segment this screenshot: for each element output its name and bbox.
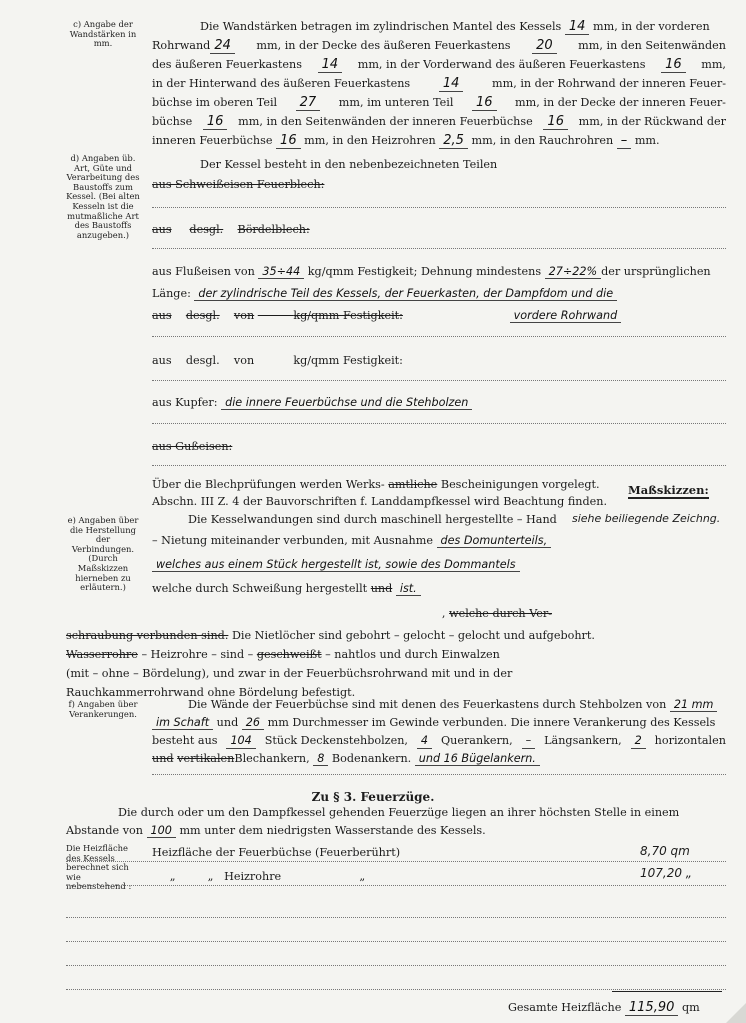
joints-line-1: Die Kesselwandungen sind durch maschinell hergestellte – Hand xyxy=(188,513,557,526)
hw-value: ist. xyxy=(396,582,421,596)
dotted-rule xyxy=(152,423,726,424)
material-line-8: aus Gußeisen: xyxy=(152,440,233,453)
side-label-material: d) Angaben üb. Art, Güte und Verarbeitung des Baustoffs zum Kessel. (Bei alten Kesseln ist die mutmaßliche Art des Baustoffs anzugeben.) xyxy=(66,153,140,240)
material-line-2: aus desgl. Bördelblech: xyxy=(152,223,310,236)
hw-value: 2,5 xyxy=(439,133,468,149)
wall-line-5: büchse im oberen Teil 27 mm, im unteren Teil 16 mm, in der Decke der inneren Feuer- xyxy=(152,95,726,110)
sketch-heading: Maßskizzen: xyxy=(628,483,709,497)
material-line-6: aus desgl. von kg/qmm Festigkeit: xyxy=(152,354,403,367)
hw-value: im Schaft xyxy=(152,716,213,730)
total-heating-surface: Gesamte Heizfläche 115,90 qm xyxy=(508,1000,700,1015)
dotted-rule xyxy=(152,207,726,208)
hw-value: 14 xyxy=(318,58,343,73)
joints-line-7: Wasserrohre – Heizrohre – sind – geschweißt – nahtlos und durch Einwalzen xyxy=(66,648,500,661)
section-3-heading: Zu § 3. Feuerzüge. xyxy=(311,790,435,804)
dotted-rule xyxy=(66,965,726,966)
hw-value: des Domunterteils, xyxy=(437,534,552,548)
hw-value: – xyxy=(522,734,536,749)
dotted-rule xyxy=(152,774,726,775)
hw-value: – xyxy=(617,133,632,149)
side-label-anchors: f) Angaben über Verankerungen. xyxy=(68,699,138,719)
page-corner-fold xyxy=(726,1003,746,1023)
joints-line-3 xyxy=(152,558,572,572)
heating-row-1: Heizfläche der Feuerbüchse (Feuerberührt) xyxy=(152,846,401,859)
dotted-rule xyxy=(152,248,726,249)
anchor-line-2: im Schaft und 26 mm Durchmesser im Gewinde verbunden. Die innere Verankerung des Kessels xyxy=(152,716,726,730)
heating-row-2: „ „ Heizrohre „ xyxy=(169,870,366,883)
hw-value: 27 xyxy=(296,96,321,111)
hw-value: 16 xyxy=(203,115,228,130)
sum-line xyxy=(612,991,722,992)
section-3-line-2: Abstande von 100 mm unter dem niedrigsten Wasserstande des Kessels. xyxy=(66,824,486,837)
hw-value: 14 xyxy=(565,19,590,35)
hw-value: 16 xyxy=(472,96,497,111)
wall-line-7: inneren Feuerbüchse 16 mm, in den Heizrohren 2,5 mm, in den Rauchrohren – mm. xyxy=(152,133,660,148)
anchor-line-4: und vertikalenBlechankern, 8 Bodenankern. und 16 Bügelankern. xyxy=(152,752,726,766)
dotted-rule xyxy=(66,861,726,862)
joints-line-4: welche durch Schweißung hergestellt und ist. xyxy=(152,582,572,596)
dotted-rule xyxy=(66,941,726,942)
hw-value: 16 xyxy=(276,133,301,149)
material-line-1: aus Schweißeisen Feuerblech: xyxy=(152,178,325,191)
wall-line-1: Die Wandstärken betragen im zylindrischen Mantel des Kessels 14 mm, in der vorderen xyxy=(200,19,710,34)
hw-value: 21 mm xyxy=(670,698,718,712)
hw-value: 104 xyxy=(226,734,255,749)
material-line-10: Abschn. III Z. 4 der Bauvorschriften f. Landdampfkessel wird Beachtung finden. xyxy=(152,495,608,508)
hw-value: 14 xyxy=(439,77,464,92)
hw-value: 2 xyxy=(631,734,646,749)
material-line-5: aus desgl. von kg/qmm Festigkeit: vordere Rohrwand xyxy=(152,309,726,323)
heating-row-2-value: 107,20 „ xyxy=(640,866,693,880)
wall-line-4: in der Hinterwand des äußeren Feuerkastens 14 mm, in der Rohrwand der inneren Feuer- xyxy=(152,76,726,91)
wall-line-2: Rohrwand 24 mm, in der Decke des äußeren Feuerkastens 20 mm, in den Seitenwänden xyxy=(152,38,726,53)
dotted-rule xyxy=(66,917,726,918)
joints-line-8: (mit – ohne – Bördelung), und zwar in der Feuerbüchsrohrwand mit und in der xyxy=(66,667,513,680)
hw-value: vordere Rohrwand xyxy=(510,309,622,323)
wall-line-3: des äußeren Feuerkastens 14 mm, in der Vorderwand des äußeren Feuerkastens 16 mm, xyxy=(152,57,726,72)
dotted-rule xyxy=(152,336,726,337)
section-3-line-1: Die durch oder um den Dampfkessel gehenden Feuerzüge liegen an ihrer höchsten Stelle in einem xyxy=(118,806,680,819)
hw-value: 20 xyxy=(532,39,557,54)
side-label-heating: Die Heizfläche des Kessels berechnet sich wie nebenstehend : xyxy=(66,843,132,892)
joints-line-5: , welche durch Ver- xyxy=(441,607,552,620)
hw-value: und 16 Bügelankern. xyxy=(415,752,540,766)
side-label-wall-thickness: c) Angabe der Wandstärken in mm. xyxy=(69,19,137,49)
material-line-7: aus Kupfer: die innere Feuerbüchse und die Stehbolzen xyxy=(152,396,726,410)
hw-value: 24 xyxy=(210,38,235,54)
hw-value: 8 xyxy=(313,752,328,766)
hw-value: die innere Feuerbüchse und die Stehbolzen xyxy=(221,396,472,410)
joints-line-6: schraubung verbunden sind. Die Nietlöcher sind gebohrt – gelocht – gelocht und aufgebohrt. xyxy=(66,629,595,642)
material-intro: Der Kessel besteht in den nebenbezeichneten Teilen xyxy=(200,158,498,171)
dotted-rule xyxy=(152,465,726,466)
hw-value: 100 xyxy=(147,824,176,838)
material-line-9: Über die Blechprüfungen werden Werks- amtliche Bescheinigungen vorgelegt. xyxy=(152,478,600,491)
hw-value: 16 xyxy=(661,58,686,73)
dotted-rule xyxy=(152,380,726,381)
material-line-3: aus Flußeisen von 35÷44 kg/qmm Festigkeit; Dehnung mindestens 27÷22% der ursprünglichen xyxy=(152,265,711,278)
heating-row-1-value: 8,70 qm xyxy=(640,844,690,858)
dotted-rule xyxy=(66,885,726,886)
hw-value: 16 xyxy=(543,115,568,130)
side-label-joints: e) Angaben über die Herstellung der Verbindungen. (Durch Maßskizzen hierneben zu erläutern.) xyxy=(67,515,139,593)
sketch-note: siehe beiliegende Zeichng. xyxy=(572,512,721,525)
material-line-4: Länge: der zylindrische Teil des Kessels, der Feuerkasten, der Dampfdom und die xyxy=(152,287,726,301)
hw-value: 4 xyxy=(417,734,432,749)
hw-value: welches aus einem Stück hergestellt ist, sowie des Dommantels xyxy=(152,558,520,572)
hw-value: 27÷22% xyxy=(545,265,601,279)
anchor-line-1: Die Wände der Feuerbüchse sind mit denen des Feuerkastens durch Stehbolzen von 21 mm xyxy=(188,698,726,712)
joints-line-9: Rauchkammerrohrwand ohne Bördelung befestigt. xyxy=(66,686,356,699)
joints-line-2: – Nietung miteinander verbunden, mit Ausnahme des Domunterteils, xyxy=(152,534,572,548)
anchor-line-3: besteht aus 104 Stück Deckenstehbolzen, 4 Querankern, – Längsankern, 2 horizontalen xyxy=(152,734,726,747)
hw-value: der zylindrische Teil des Kessels, der Feuerkasten, der Dampfdom und die xyxy=(194,287,617,301)
hw-value: 26 xyxy=(242,716,264,730)
hw-value: 115,90 xyxy=(625,1000,679,1016)
hw-value: 35÷44 xyxy=(258,265,304,279)
dotted-rule xyxy=(66,989,726,990)
wall-line-6: büchse 16 mm, in den Seitenwänden der inneren Feuerbüchse 16 mm, in der Rückwand der xyxy=(152,114,726,129)
